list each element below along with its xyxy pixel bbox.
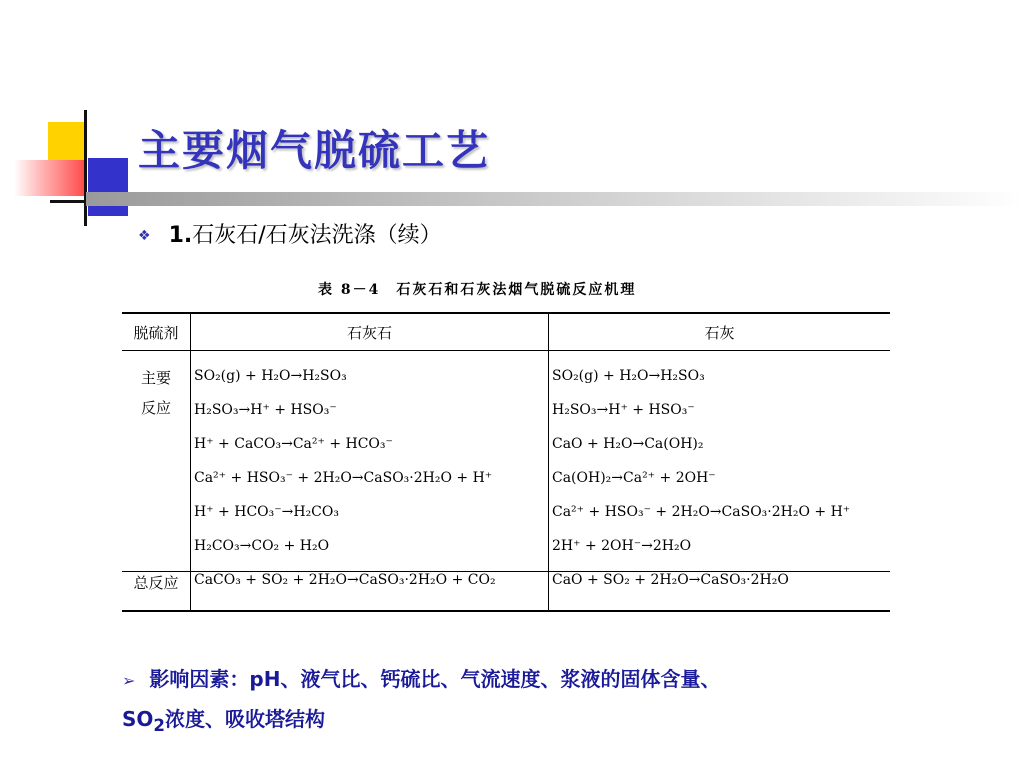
header-limestone: 石灰石 xyxy=(191,313,549,351)
decor-blue-block xyxy=(88,158,128,216)
list-item: Ca²⁺ + HSO₃⁻ + 2H₂O→CaSO₃·2H₂O + H⁺ xyxy=(552,504,851,520)
bullet-number: 1. xyxy=(168,223,193,248)
bullet-influencing-factors xyxy=(122,660,982,745)
list-item: H⁺ + CaCO₃→Ca²⁺ + HCO₃⁻ xyxy=(194,436,393,452)
lime-reaction-list xyxy=(549,351,890,571)
table-row-main-reactions xyxy=(122,351,890,572)
factors-text-part2: 浓度、吸收塔结构 xyxy=(165,707,325,731)
limestone-reaction-list xyxy=(191,351,548,571)
limestone-reactions-cell xyxy=(191,351,549,572)
lime-total-reaction: CaO + SO₂ + 2H₂O→CaSO₃·2H₂O xyxy=(549,572,891,612)
decor-vertical-line xyxy=(84,110,87,226)
list-item: CaO + H₂O→Ca(OH)₂ xyxy=(552,436,704,452)
list-item: H⁺ + HCO₃⁻→H₂CO₃ xyxy=(194,504,339,520)
title-underline-gradient xyxy=(86,192,1024,206)
table-row-total-reaction xyxy=(122,572,890,612)
so2-subscript: 2 xyxy=(153,716,165,735)
list-item: H₂CO₃→CO₂ + H₂O xyxy=(194,538,330,554)
reaction-mechanism-table xyxy=(122,312,890,612)
page-title: 主要烟气脱硫工艺 xyxy=(138,126,491,175)
bullet-limestone-method xyxy=(138,218,442,249)
header-desulfurizer: 脱硫剂 xyxy=(122,313,191,351)
so2-prefix: SO xyxy=(122,707,154,731)
factors-text-part1: 影响因素：pH、液气比、钙硫比、气流速度、浆液的固体含量、 xyxy=(149,667,721,691)
diamond-bullet-icon: ❖ xyxy=(138,228,151,244)
list-item: H₂SO₃→H⁺ + HSO₃⁻ xyxy=(194,402,337,418)
label-total-reaction: 总反应 xyxy=(122,572,191,612)
header-lime: 石灰 xyxy=(549,313,891,351)
label-main-reactions xyxy=(122,351,191,572)
list-item: 2H⁺ + 2OH⁻→2H₂O xyxy=(552,538,692,554)
list-item: Ca²⁺ + HSO₃⁻ + 2H₂O→CaSO₃·2H₂O + H⁺ xyxy=(194,470,493,486)
limestone-total-reaction: CaCO₃ + SO₂ + 2H₂O→CaSO₃·2H₂O + CO₂ xyxy=(191,572,549,612)
bullet-text: 石灰石/石灰法洗涤（续） xyxy=(192,223,442,248)
decor-red-block xyxy=(14,160,84,196)
lime-reactions-cell xyxy=(549,351,891,572)
list-item: SO₂(g) + H₂O→H₂SO₃ xyxy=(552,368,705,384)
list-item: SO₂(g) + H₂O→H₂SO₃ xyxy=(194,368,347,384)
decor-yellow-block xyxy=(48,122,86,164)
table-header-row xyxy=(122,313,890,351)
table-caption: 表 8－4 石灰石和石灰法烟气脱硫反应机理 xyxy=(318,282,637,298)
list-item: H₂SO₃→H⁺ + HSO₃⁻ xyxy=(552,402,695,418)
arrow-bullet-icon: ➢ xyxy=(122,671,136,690)
decor-horizontal-line xyxy=(50,200,86,203)
list-item: Ca(OH)₂→Ca²⁺ + 2OH⁻ xyxy=(552,470,716,486)
label-main-reactions-text: 主要 反应 xyxy=(140,369,171,417)
